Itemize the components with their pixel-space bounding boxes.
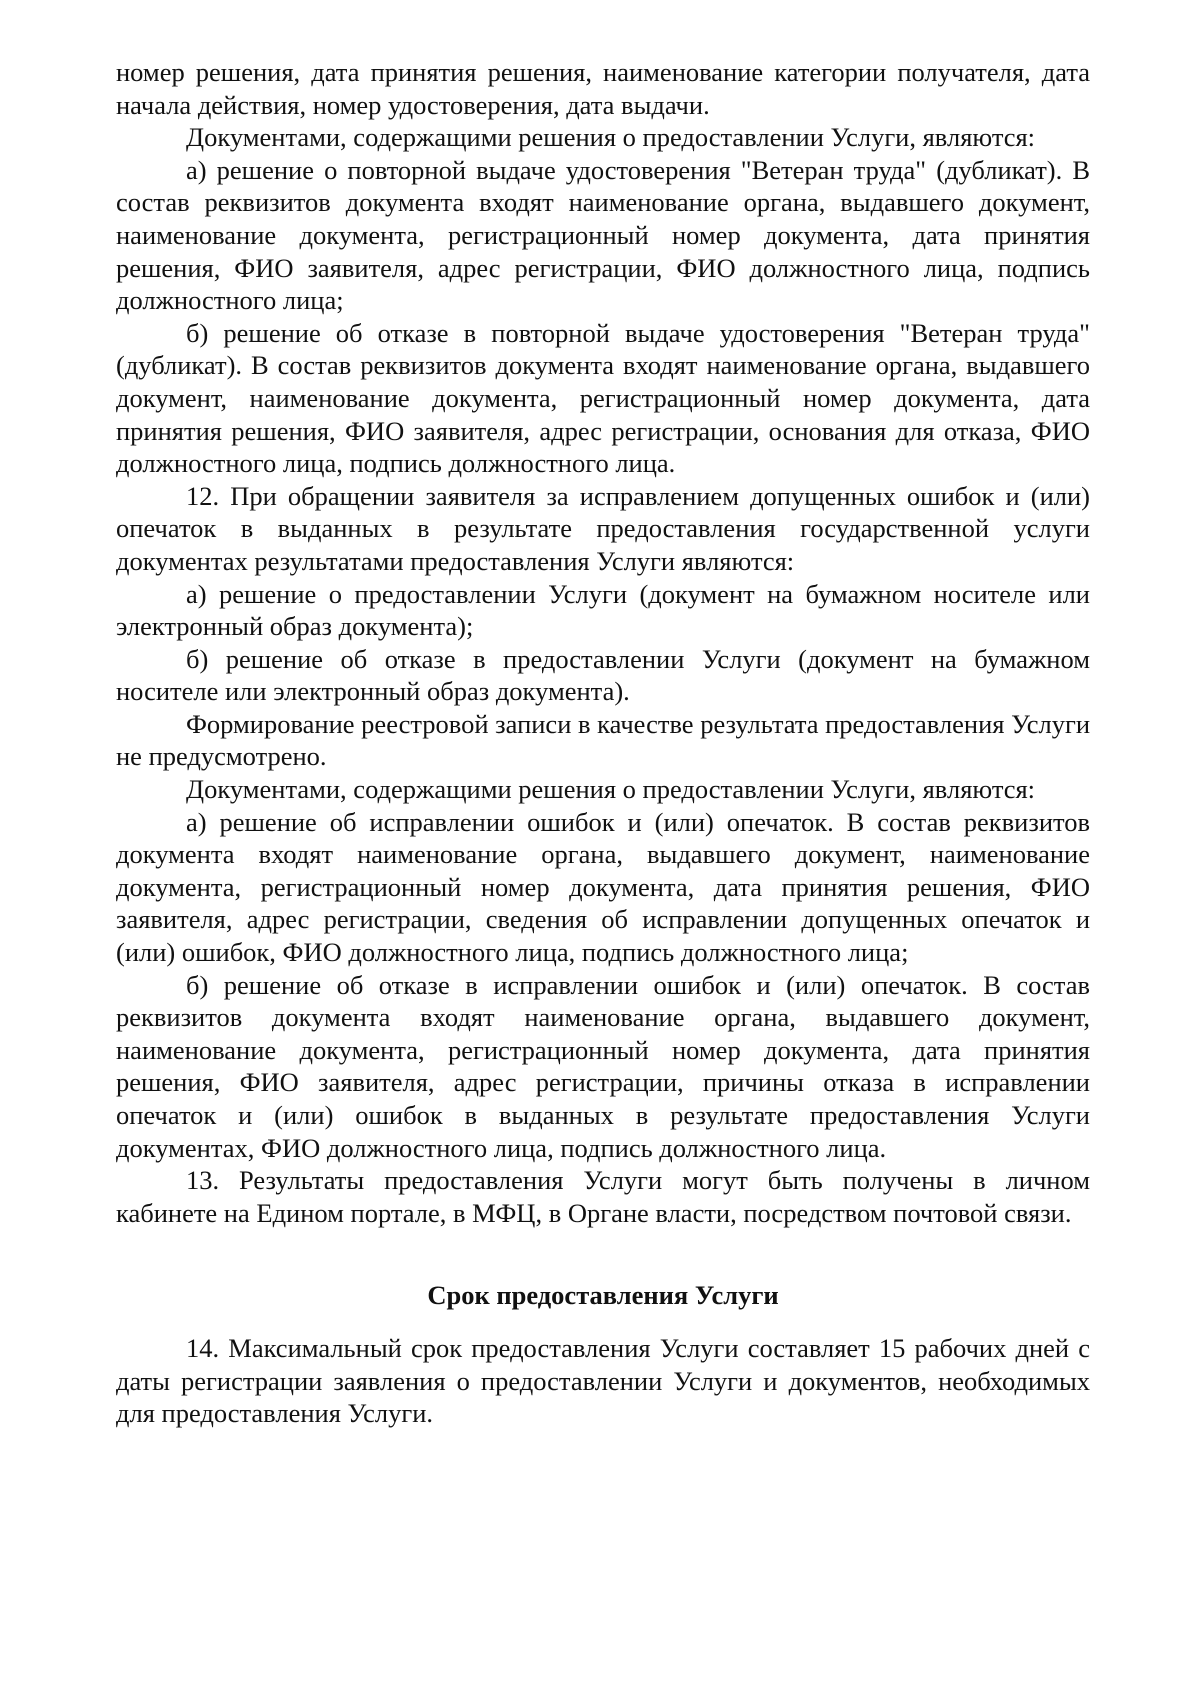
paragraph-item-b-duplicate-refusal: б) решение об отказе в повторной выдаче удостоверения "Ветеран труда" (дубликат). В состав реквизитов документа входят наименование органа, выдавшего документ, наименование документа, регистрационный номер документа, дата принятия решения, ФИО заявителя, адрес регистрации, основания для отказа, ФИО должностного лица, подпись должностного лица. bbox=[116, 317, 1090, 479]
paragraph-item-a-duplicate: а) решение о повторной выдаче удостоверения "Ветеран труда" (дубликат). В состав реквизитов документа входят наименование органа, выдавшего документ, наименование документа, регистрационный номер документа, дата принятия решения, ФИО заявителя, адрес регистрации, ФИО должностного лица, подпись должностного лица; bbox=[116, 154, 1090, 316]
paragraph-clause-12: 12. При обращении заявителя за исправлением допущенных ошибок и (или) опечаток в выданных в результате предоставления государственной услуги документах результатами предоставления Услуги являются: bbox=[116, 480, 1090, 576]
paragraph-clause-13: 13. Результаты предоставления Услуги могут быть получены в личном кабинете на Едином портале, в МФЦ, в Органе власти, посредством почтовой связи. bbox=[116, 1165, 1090, 1228]
paragraph-item-b-service-refusal: б) решение об отказе в предоставлении Услуги (документ на бумажном носителе или электронный образ документа). bbox=[116, 643, 1090, 707]
paragraph-documents-intro-2: Документами, содержащими решения о предоставлении Услуги, являются: bbox=[186, 774, 1036, 805]
section-heading: Срок предоставления Услуги bbox=[427, 1280, 779, 1311]
paragraph-item-b-correction-refusal: б) решение об отказе в исправлении ошибок и (или) опечаток. В состав реквизитов документа входят наименование органа, выдавшего документ, наименование документа, регистрационный номер документа, дата принятия решения, ФИО заявителя, адрес регистрации, причины отказа в исправлении опечаток и (или) ошибок в выданных в результате предоставления Услуги документах, ФИО должностного лица, подпись должностного лица. bbox=[116, 969, 1090, 1163]
document-page bbox=[116, 56, 1090, 1430]
paragraph-item-a-service: а) решение о предоставлении Услуги (документ на бумажном носителе или электронный образ документа); bbox=[116, 578, 1090, 642]
paragraph-item-a-correction: а) решение об исправлении ошибок и (или) опечаток. В состав реквизитов документа входят наименование органа, выдавшего документ, наименование документа, регистрационный номер документа, дата принятия решения, ФИО заявителя, адрес регистрации, сведения об исправлении допущенных опечаток и (или) ошибок, ФИО должностного лица, подпись должностного лица; bbox=[116, 806, 1090, 968]
paragraph-documents-intro: Документами, содержащими решения о предоставлении Услуги, являются: bbox=[186, 122, 1036, 153]
paragraph-clause-14: 14. Максимальный срок предоставления Услуги составляет 15 рабочих дней с даты регистрации заявления о предоставлении Услуги и документов, необходимых для предоставления Услуги. bbox=[116, 1332, 1090, 1429]
paragraph-continuation: номер решения, дата принятия решения, наименование категории получателя, дата начала действия, номер удостоверения, дата выдачи. bbox=[116, 57, 1090, 120]
paragraph-registry-record: Формирование реестровой записи в качестве результата предоставления Услуги не предусмотрено. bbox=[116, 708, 1090, 772]
